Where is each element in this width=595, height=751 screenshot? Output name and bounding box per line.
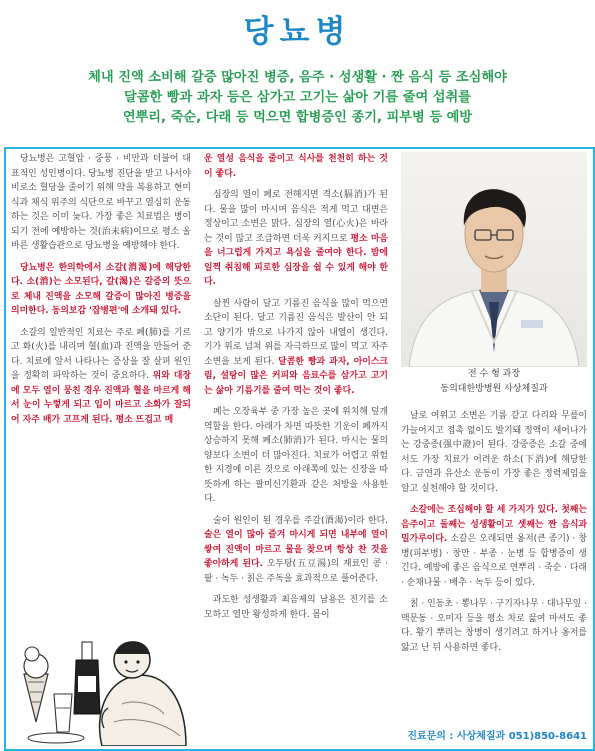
highlight-text: 평소 마음을 너그럽게 가지고 욕심을 줄여야 한다. 밤에 일찍 취침해 피로한 심장을 쉴 수 있게 해야 한다. bbox=[204, 233, 388, 287]
text-span: 오두탕(五豆湯)의 재료인 콩 · 팥 · 녹두 · 칡은 주독을 효과적으로 풀어준다. bbox=[204, 559, 388, 584]
page-title: 당뇨병 bbox=[243, 14, 352, 50]
column-2 bbox=[204, 152, 388, 629]
paragraph: 날로 여위고 소변은 기름 같고 다리와 무릎이 가늘어지고 접촉 없이도 발기돼 정액이 새어나가는 강중증(强中證)이 된다. 강중증은 소갈 중에서도 가장 치료가 어려운 하소(下消)에 해당한다. 금연과 유산소 운동이 가장 좋은 정력제임을 알고 실천해야 할 것이다. bbox=[401, 411, 587, 494]
article-frame bbox=[4, 147, 595, 751]
doctor-portrait-photo bbox=[401, 152, 587, 367]
paragraph bbox=[204, 514, 388, 587]
doctor-name: 전 수 형 과장 bbox=[467, 369, 521, 379]
paragraph: 과도한 성생활과 최음제의 남용은 진기를 소모하고 열만 왕성하게 한다. 몸이 bbox=[204, 595, 388, 620]
subtitle-line-2: 달콤한 빵과 과자 등은 삼가고 고기는 삶아 기름 줄여 섭취를 bbox=[123, 90, 472, 105]
overweight-man-cartoon-illustration bbox=[14, 604, 189, 746]
paragraph bbox=[11, 326, 191, 428]
paragraph: 칡 · 인동초 · 뽕나무 · 구기자나무 · 대나무잎 · 맥문동 · 오미자 등을 평소 차로 끓여 마셔도 좋다. 황기 뿌리는 창병이 생기려고 하거나 옹저를 앓고 난 뒤 사용하면 좋다. bbox=[401, 599, 587, 653]
highlight-text: 소갈에는 조심해야 할 세 가지가 있다. 첫째는 음주이고 둘째는 성생활이고 셋째는 짠 음식과 밀가루이다. bbox=[401, 505, 587, 544]
paragraph: 폐는 오장육부 중 가장 높은 곳에 위치해 덮개 역할을 한다. 아래가 차면 따뜻한 기운이 폐까지 상승하지 못해 폐소(肺消)가 된다. 마시는 물의 양보다 소변이 더 많아진다. 치료가 어렵고 위험한 지경에 이른 것으로 아래쪽에 있는 신장을 따뜻하게 하는 팔미신기환과 같은 처방을 사용한다. bbox=[204, 407, 388, 504]
paragraph bbox=[204, 297, 388, 399]
subtitle-line-1: 체내 진액 소비해 갈증 많아진 병증, 음주 · 성생활 · 짠 음식 등 조심해야 bbox=[88, 70, 507, 85]
text-span: 소갈의 일반적인 치료는 주로 폐(肺)를 기르고 화(火)를 내리며 혈(血)과 진액을 만들어 준다. 치료에 앞서 나타나는 증상을 잘 살펴 원인을 정확히 파악하는 것이 중요하다. bbox=[11, 327, 191, 381]
highlight-paragraph: 운 열성 음식을 줄이고 식사를 천천히 하는 것이 좋다. bbox=[204, 154, 388, 179]
paragraph bbox=[204, 188, 388, 290]
text-span: 심장의 열이 폐로 전해지면 격소(膈消)가 된다. 물을 많이 마시며 음식은 적게 먹고 대변은 정상이고 소변은 맑다. 심장의 열(心火)은 바라는 것이 많고 조급하면 더욱 커지므로 bbox=[204, 190, 388, 244]
contact-info: 진료문의 : 사상체질과 051)850-8641 bbox=[407, 731, 587, 742]
doctor-affiliation: 동의대한방병원 사상체질과 bbox=[440, 384, 548, 394]
subtitle-block bbox=[0, 68, 595, 128]
highlight-paragraph: 당뇨병은 한의학에서 소갈(消渴)에 해당한다. 소(消)는 소모된다, 갈(渴)은 갈증의 뜻으로 체내 진액을 소모해 갈증이 많아진 병증을 의미한다. 동의보감 '잡병편'에 소개돼 있다. bbox=[11, 262, 191, 316]
doctor-portrait-illustration bbox=[401, 152, 587, 367]
paragraph bbox=[401, 503, 587, 590]
subtitle-line-3: 연뿌리, 죽순, 다래 등 먹으면 합병증인 종기, 피부병 등 예방 bbox=[122, 110, 473, 125]
column-3 bbox=[401, 409, 587, 662]
highlight-text: 위와 대장에 모두 열이 뭉친 경우 진액과 혈을 마르게 해서 눈이 누렇게 되고 입이 마르고 소화가 잘되어 자주 배가 고프게 된다. 평소 뜨겁고 매 bbox=[11, 371, 191, 425]
text-span: 술이 원인이 된 경우를 주갈(酒渴)이라 한다. bbox=[213, 515, 388, 526]
highlight-text: 술은 열이 많아 즐겨 마시게 되면 내부에 열이 쌓여 진액이 마르고 물을 찾으며 항상 찬 것을 좋아하게 된다. bbox=[204, 530, 388, 569]
highlight-text: 달콤한 빵과 과자, 아이스크림, 설탕이 많은 커피와 음료수를 삼가고 고기는 삶아 기름기를 줄여 먹는 것이 좋다. bbox=[204, 356, 388, 396]
photo-caption bbox=[401, 367, 587, 397]
text-span: 살찐 사람이 달고 기름진 음식을 많이 먹으면 소단이 된다. 달고 기름진 음식은 발산이 안 되고 양기가 밖으로 나가지 않아 내열이 생긴다. 기가 위로 넘쳐 위를 자극하므로 많이 먹고 자주 소변을 보게 된다. bbox=[204, 298, 388, 367]
paragraph: 당뇨병은 고혈압 · 중풍 · 비만과 더불어 대표적인 성인병이다. 당뇨병 진단을 받고 나서야 비로소 혈당을 줄이기 위해 약을 복용하고 현미식과 채식 위주의 식단으로 바꾸고 열심히 운동하는 것은 이미 늦다. 가장 좋은 치료법은 병이 되기 전에 예방하는 것(治未病)이므로 평소 올바른 생활습관으로 당뇨병을 예방해야 한다. bbox=[11, 154, 191, 251]
text-span: 소갈은 오래되면 옹저(큰 종기) · 창병(피부병) · 창만 · 부종 · 눈병 등 합병증이 생긴다. 예방에 좋은 음식으로 연뿌리 · 죽순 · 다래 · 순채나물 · 배추 · 녹두 등이 있다. bbox=[401, 534, 587, 588]
column-1 bbox=[11, 152, 191, 434]
